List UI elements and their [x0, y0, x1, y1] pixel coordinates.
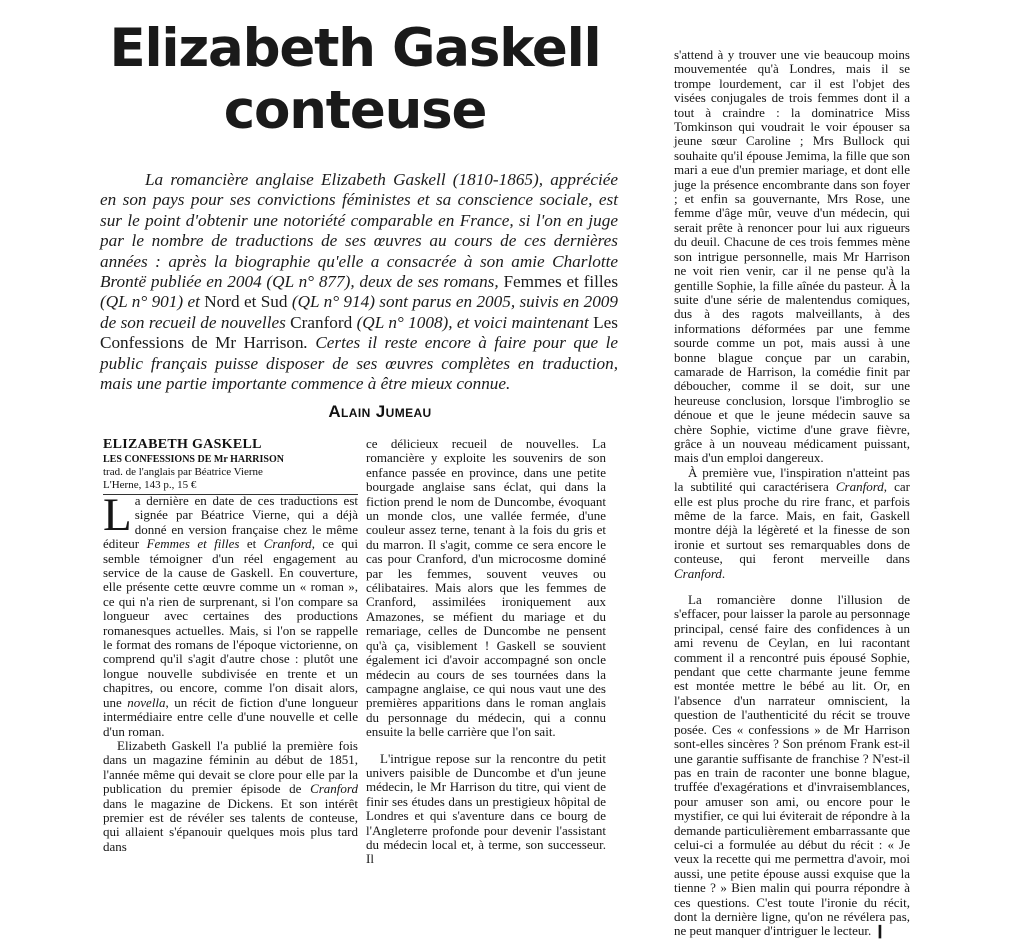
col1-paragraph-1 — [103, 489, 359, 739]
lead-text-2: (QL n° 901) et — [100, 292, 205, 312]
col2-paragraph-1: ce délicieux recueil de nouvelles. La romancière y exploite les souvenirs de son enfance passée en province, dans une petite bourgade anglaise sans éclat, qui dans la fiction prend le nom de Duncombe, évoquant un monde clos, une vallée fermée, d'une couleur assez terne, tenant à la fois du gris et du marron. Il s'agit, comme ce sera encore le cas pour Cranford, d'un microcosme dominé par les femmes, souvent veuves ou célibataires. Mais alors que les femmes de Cranford, assimilées ironiquement aux Amazones, se méfient du mariage et du remariage, celles de Duncombe ne pensent qu'à ça, visiblement ! Gaskell se souvient également ici d'avoir accompagné son oncle médecin au cours de ses tournées dans la campagne anglaise, ce qui nous vaut une des premières apparitions dans le roman anglais du personnage du médecin, qui a connu ensuite la belle carrière que l'on sait. — [366, 436, 606, 740]
col1-book-title-3: Cranford — [310, 781, 358, 797]
ref-book-title — [103, 453, 358, 466]
col1-text-4: , un récit de fiction d'une longueur intermédiaire entre celle d'une nouvelle et celle d'un roman. — [103, 694, 358, 739]
col3-book-title-1: Cranford — [835, 479, 884, 495]
lead-book-title-3: Cranford — [290, 312, 353, 332]
column-3 — [674, 48, 910, 939]
author-byline: Alain Jumeau — [328, 402, 432, 421]
lead-text-3: (QL n° 914) sont parus en 2005, suivis en 2009 de son recueil de nouvelles — [100, 292, 618, 332]
col1-text-1: a dernière en date de ces traductions est signée par Béatrice Vierne, qui a déjà donné en version française chez le même éditeur — [103, 493, 358, 552]
lead-book-title-4: Les Confessions de Mr Harrison — [100, 312, 618, 353]
drop-cap: L — [103, 489, 132, 541]
ref-title-part-1: LES CONFESSIONS DE M — [103, 454, 224, 465]
ref-title-part-3: HARRISON — [227, 454, 284, 465]
lead-book-title-1: Femmes et filles — [503, 272, 619, 292]
col1-text-3: , ce qui semble témoigner d'un réel engagement au service de la cause de Gaskell. En couverture, elle présente cette œuvre comme un « roman », ce qui n'a rien de surprenant, si l'on compare sa longueur avec certaines des productions romanesques actuelles. Mais, si l'on se rappelle le format des romans de l'époque victorienne, on comprend qu'il s'agit d'autre chose : plutôt une longue nouvelle subdivisée en trente et un chapitres, ou encore, comme l'on disait alors, une — [103, 536, 359, 710]
ref-title-part-2: r — [223, 454, 228, 465]
col3-text-2: , car elle est plus proche du rire franc, et parfois même de la farce. Mais, en fait, Gaskell montre déjà la légèreté et la finesse de son ironie et surtout ses remarquables dons de conteuse, qui feront merveille dans — [674, 479, 910, 567]
col3-paragraph-3 — [674, 593, 910, 939]
col1-book-title-1: Femmes et filles — [146, 536, 240, 552]
title-line-1: Elizabeth Gaskell — [109, 18, 601, 79]
col3-book-title-2: Cranford — [674, 565, 722, 581]
col1-text-6: dans le magazine de Dickens. Et son intérêt premier est de révéler ses talents de conteuse, qui allaient s'épanouir quelques mois plus tard dans — [103, 795, 358, 854]
column-2 — [366, 437, 606, 867]
col1-text-2: et — [239, 536, 264, 552]
col1-term-novella: novella — [127, 694, 166, 710]
column-1 — [103, 489, 359, 854]
col1-paragraph-2 — [103, 739, 358, 854]
col2-paragraph-2: L'intrigue repose sur la rencontre du petit univers paisible de Duncombe et d'un jeune médecin, le Mr Harrison du titre, qui vient de finir ses études dans un prestigieux hôpital de Londres et qui s'aventure dans ce bourg de l'Angleterre profonde pour devenir l'assistant du médecin local et, à terme, son successeur. Il — [366, 750, 606, 867]
ref-author-name: ELIZABETH GASKELL — [103, 437, 262, 452]
end-of-article-mark: ❙ — [874, 923, 886, 939]
col1-text-5: Elizabeth Gaskell l'a publié la première fois dans un magazine féminin au début de 1851, l'année même qui devait se clore pour elle par la publication du premier épisode de — [103, 737, 358, 797]
col1-book-title-2: Cranford — [263, 536, 312, 552]
lead-text-1: La romancière anglaise Elizabeth Gaskell (1810-1865), appréciée en son pays pour ses convictions féministes et sa conscience sociale, est sur le point d'obtenir une notoriété comparable en France, si l'on en juge par le nombre de traductions de ses œuvres au cours de ces dernières années : après la biographie qu'elle a consacrée à son amie Charlotte Brontë publiée en 2004 (QL n° 877), deux de ses romans, — [100, 170, 618, 292]
book-reference — [103, 437, 358, 495]
col3-text-1: À première vue, l'inspiration n'atteint pas la subtilité qui caractérisera — [674, 464, 910, 495]
lead-text-4: (QL n° 1008), et voici maintenant — [352, 312, 594, 332]
col3-text-4: La romancière donne l'illusion de s'effacer, pour laisser la parole au personnage principal, censé faire des confidences à un ami revenu de Ceylan, en lui racontant comment il a rencontré puis épousé Sophie, pendant que cette charmante jeune femme est montée mettre le bébé au lit. Or, en l'absence d'un narrateur omniscient, la question de l'authenticité du récit se trouve posée. Ces « confessions » de Mr Harrison sont-elles sincères ? Son prénom Frank est-il une garantie suffisante de franchise ? N'est-il pas en train de raconter une bonne blague, truffée d'exagérations et d'invraisemblances, pour amuser son ami, ou encore pour le mystifier, ce qui lui éviterait de répondre à la demande particulièrement embarrassante que celui-ci a formulée au début du récit : « Je veux la recette qui me permettra d'avoir, moi aussi, une petite épouse aussi exquise que la tienne ? » Bien malin qui pourra répondre à ces questions. C'est toute l'ironie du récit, dont la dernière ligne, qu'on ne révélera pas, ne peut manquer d'intriguer le lecteur. — [674, 592, 910, 939]
col3-paragraph-1: s'attend à y trouver une vie beaucoup moins mouvementée qu'à Londres, mais il se trompe lourdement, car il est l'objet des visées conjugales de trois femmes dont il a tout à craindre : la dominatrice Miss Tomkinson qui voudrait le voir épouser sa jeune sœur Caroline ; Mrs Bullock qui souhaite qu'il épouse Jemima, la fille que son mari a eue d'un premier mariage, et dont elle juge la présence encombrante dans son foyer ; et enfin sa gouvernante, Mrs Rose, une femme d'âge mûr, veuve d'un médecin, qui serait prête à renoncer pour lui aux rigueurs du deuil. Chacune de ces trois femmes mène son intrigue personnelle, mais Mr Harrison ne voit rien venir, car il ne pense qu'à la gentille Sophie, la fille aînée du pasteur. À la suite d'une série de malentendus comiques, dus à des ragots malveillants, à des informations déformées par une femme sourde comme un pot, mais aussi à une bonne blague conçue par un carabin, camarade de Harrison, la comédie finit par déboucher, comme il se doit, sur une heureuse conclusion, lorsque l'imbroglio se dénoue et que le jeune médecin sauve sa chère Sophie, victime d'une grave fièvre, grâce à un nouveau médicament puissant, mais d'un emploi dangereux. — [674, 47, 910, 466]
title-line-2: conteuse — [223, 80, 487, 141]
ref-publisher: L'Herne, 143 p., 15 € — [103, 479, 197, 491]
lead-book-title-2: Nord et Sud — [204, 292, 288, 312]
col3-text-3: . — [721, 565, 726, 581]
lead-paragraph — [100, 170, 618, 394]
col3-paragraph-2 — [674, 466, 910, 581]
ref-translator: trad. de l'anglais par Béatrice Vierne — [103, 466, 263, 478]
lead-text-5: . Certes il reste encore à faire pour que le public français puisse disposer de ses œuvres complètes en traduction, mais une partie importante commence à être mieux connue. — [100, 333, 618, 394]
article-title — [100, 18, 610, 142]
